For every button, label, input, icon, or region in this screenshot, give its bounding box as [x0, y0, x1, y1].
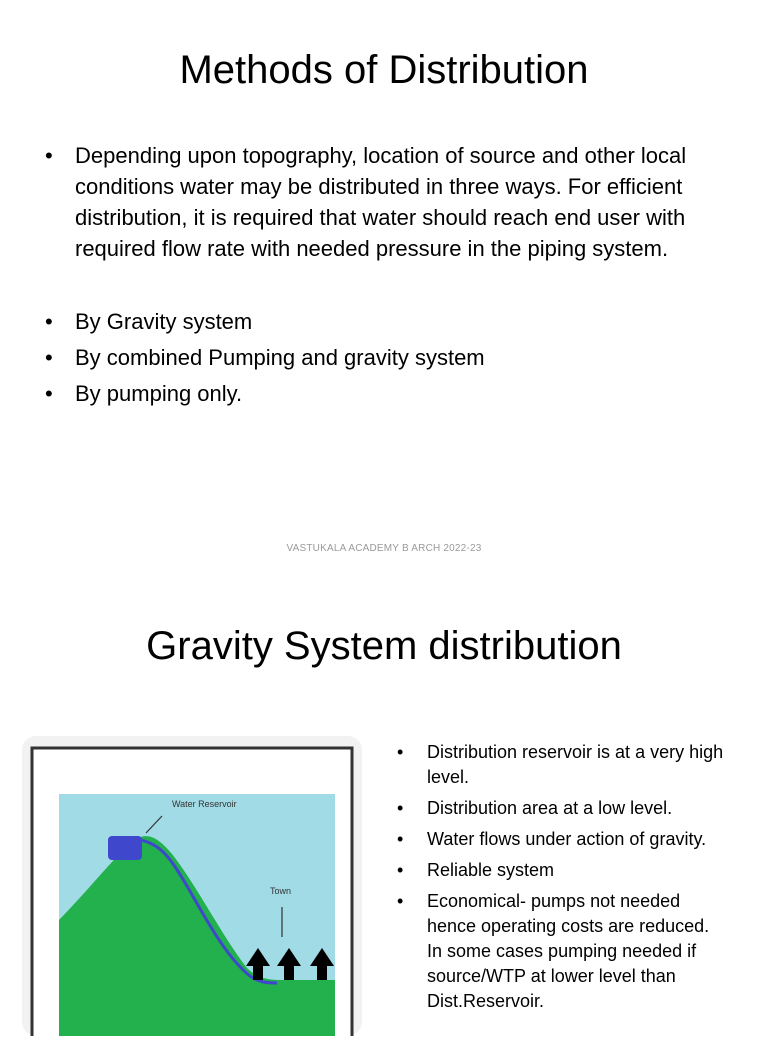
slide-title: Methods of Distribution: [179, 48, 589, 92]
list-item: • By combined Pumping and gravity system: [75, 342, 725, 373]
list-item: • By Gravity system: [75, 306, 725, 337]
list-item: • By pumping only.: [75, 378, 725, 409]
intro-paragraph: • Depending upon topography, location of source and other local conditions water may be distributed in three ways. For efficient distribution, it is required that water should reach end user with required flow rate with needed pressure in the piping system.: [75, 140, 725, 264]
list-item: • Distribution reservoir is at a very high level.: [427, 740, 727, 790]
gravity-diagram-svg: [22, 736, 362, 1036]
bullet-list: [75, 140, 725, 414]
list-item: • Water flows under action of gravity.: [427, 827, 727, 852]
list-item: • Economical- pumps not needed hence operating costs are reduced. In some cases pumping needed if source/WTP at lower level than Dist.Reservoir.: [427, 889, 727, 1014]
slide-gravity-system: [0, 580, 768, 1024]
slide-footer: VASTUKALA ACADEMY B ARCH 2022-23: [286, 543, 482, 554]
bullet-list: [427, 740, 727, 1020]
list-item: • Reliable system: [427, 858, 727, 883]
reservoir-label: Water Reservoir: [172, 799, 237, 809]
town-label: Town: [270, 886, 292, 896]
water-reservoir: [108, 836, 142, 860]
slide-title: Gravity System distribution: [146, 624, 622, 668]
gravity-diagram: [22, 736, 362, 1036]
list-item: • Distribution area at a low level.: [427, 796, 727, 821]
